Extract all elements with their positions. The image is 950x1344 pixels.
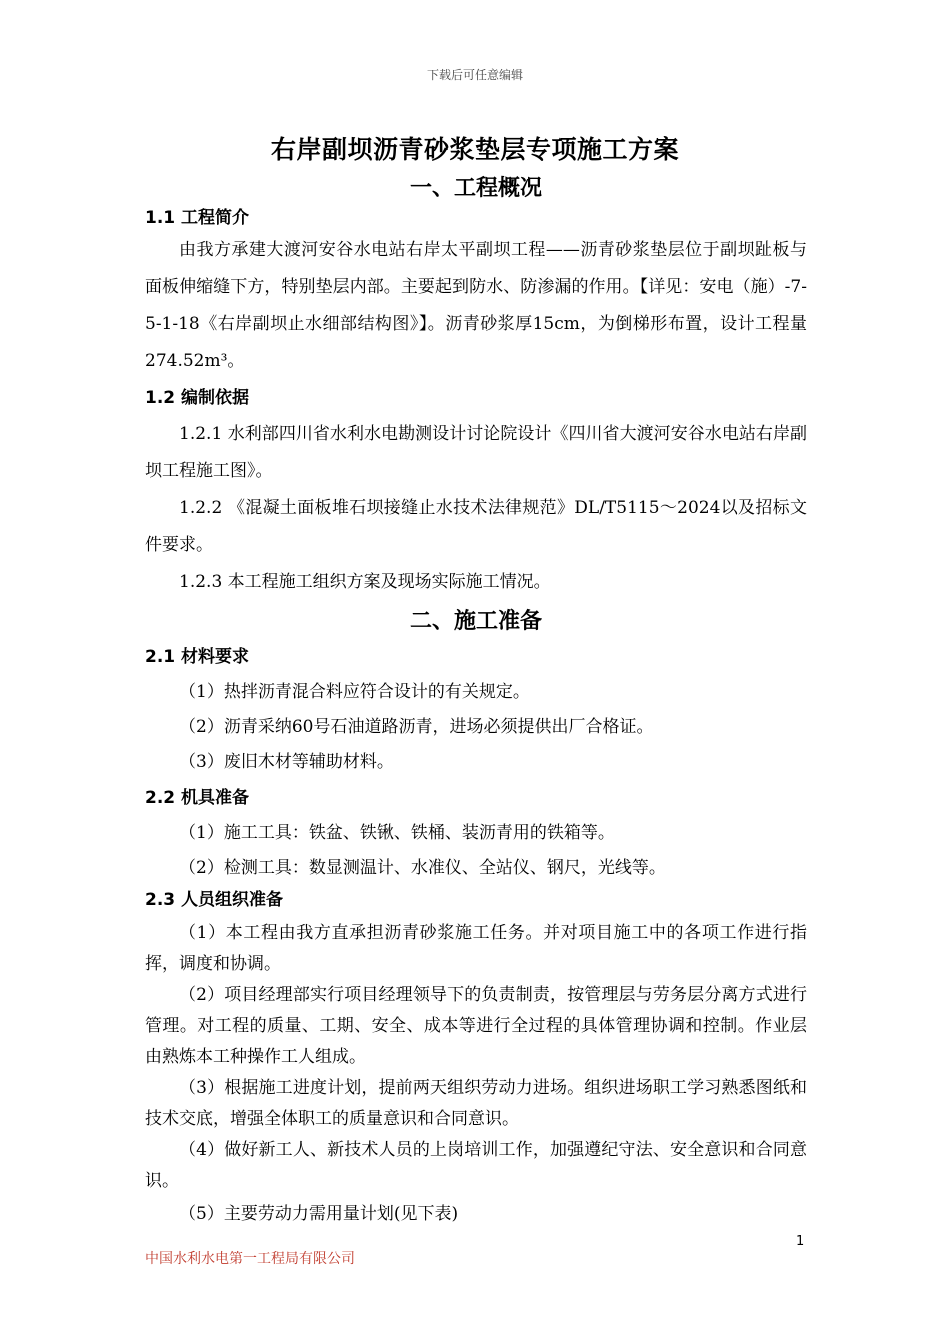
subsection-title-intro: 1.1 工程简介 xyxy=(145,208,250,228)
header-note: 下载后可任意编辑 xyxy=(426,68,523,82)
staffing-item: （4）做好新工人、新技术人员的上岗培训工作，加强遵纪守法、安全意识和合同意识。 xyxy=(145,1140,807,1191)
basis-item: 1.2.3 本工程施工组织方案及现场实际施工情况。 xyxy=(179,572,551,592)
document-title: 右岸副坝沥青砂浆垫层专项施工方案 xyxy=(270,135,679,164)
materials-item: （1）热拌沥青混合料应符合设计的有关规定。 xyxy=(179,682,530,702)
tools-item: （1）施工工具：铁盆、铁锹、铁桶、装沥青用的铁箱等。 xyxy=(179,823,615,843)
staffing-item: （3）根据施工进度计划，提前两天组织劳动力进场。组织进场职工学习熟悉图纸和技术交底，增强全体职工的质量意识和合同意识。 xyxy=(145,1078,807,1129)
page-number: 1 xyxy=(796,1234,805,1249)
footer-organization: 中国水利水电第一工程局有限公司 xyxy=(145,1251,355,1267)
staffing-item: （2）项目经理部实行项目经理领导下的负责制责，按管理层与劳务层分离方式进行管理。对工程的质量、工期、安全、成本等进行全过程的具体管理协调和控制。作业层由熟炼本工种操作工人组成。 xyxy=(145,985,807,1067)
document-body xyxy=(145,172,807,1232)
intro-paragraph: 由我方承建大渡河安谷水电站右岸太平副坝工程——沥青砂浆垫层位于副坝趾板与面板伸缩缝下方，特别垫层内部。主要起到防水、防渗漏的作用。【详见：安电（施）-7-5-1-18《右岸副坝止水细部结构图》】。沥青砂浆厚15cm，为倒梯形布置，设计工程量274.52m³。 xyxy=(145,240,807,371)
staffing-item: （1）本工程由我方直承担沥青砂浆施工任务。并对项目施工中的各项工作进行指挥，调度和协调。 xyxy=(145,923,807,974)
materials-item: （3）废旧木材等辅助材料。 xyxy=(179,752,394,772)
subsection-title-staffing: 2.3 人员组织准备 xyxy=(145,890,284,910)
tools-item: （2）检测工具：数显测温计、水准仪、全站仪、钢尺，光线等。 xyxy=(179,858,666,878)
section-title-preparation: 二、施工准备 xyxy=(409,608,542,634)
basis-item: 1.2.1 水利部四川省水利水电勘测设计讨论院设计《四川省大渡河安谷水电站右岸副坝工程施工图》。 xyxy=(145,424,807,481)
staffing-item: （5）主要劳动力需用量计划(见下表) xyxy=(179,1204,459,1224)
basis-item: 1.2.2 《混凝土面板堆石坝接缝止水技术法律规范》DL/T5115～2024以及招标文件要求。 xyxy=(145,498,807,555)
subsection-title-basis: 1.2 编制依据 xyxy=(145,388,250,408)
section-title-overview: 一、工程概况 xyxy=(409,175,542,201)
materials-item: （2）沥青采纳60号石油道路沥青，进场必须提供出厂合格证。 xyxy=(179,717,654,737)
subsection-title-materials: 2.1 材料要求 xyxy=(145,647,250,667)
subsection-title-tools: 2.2 机具准备 xyxy=(145,788,250,808)
